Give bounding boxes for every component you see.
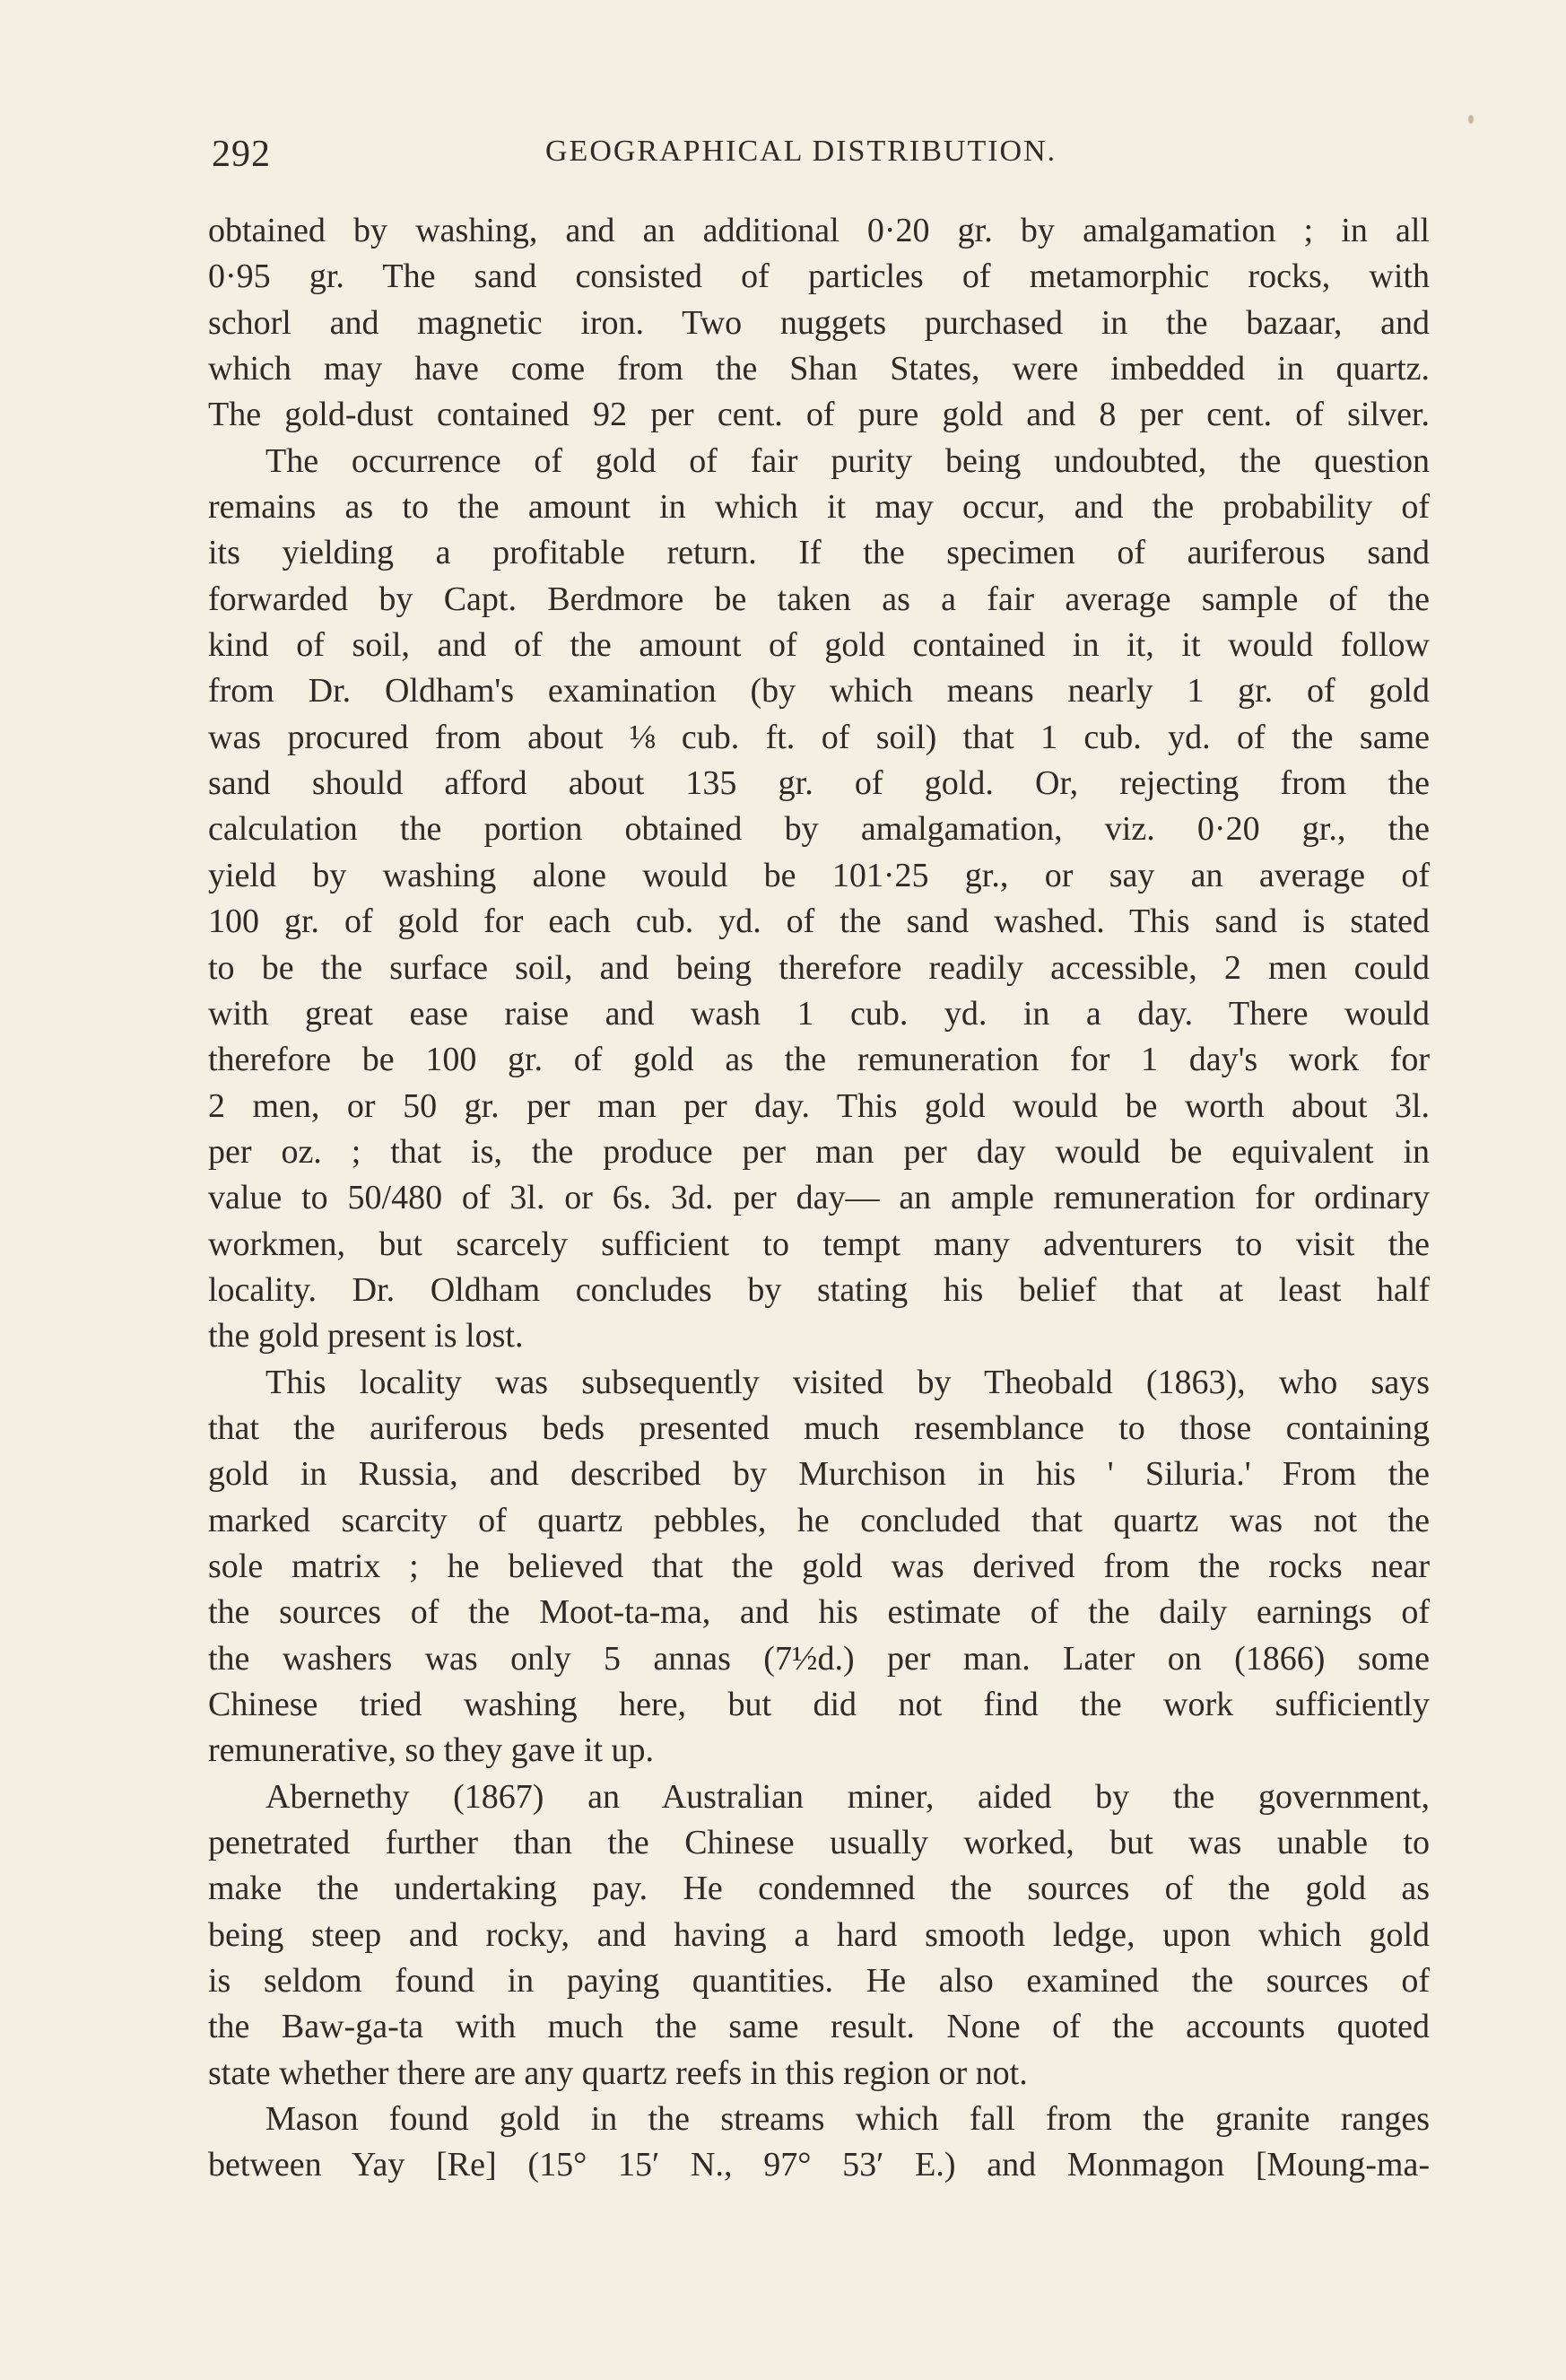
- body-text: [208, 208, 1430, 2189]
- text-line: its yielding a profitable return. If the specimen of auriferous sand: [208, 534, 1430, 572]
- text-line: the gold present is lost.: [208, 1317, 524, 1356]
- paper-speck: [1468, 115, 1474, 124]
- text-line: that the auriferous beds presented much resemblance to those containing: [208, 1408, 1430, 1447]
- text-line: forwarded by Capt. Berdmore be taken as a fair average sample of the: [208, 580, 1430, 618]
- text-line: gold in Russia, and described by Murchison in his ' Siluria.' From the: [208, 1455, 1430, 1494]
- text-line: Chinese tried washing here, but did not find the work sufficiently: [208, 1686, 1430, 1723]
- text-line: The gold-dust contained 92 per cent. of pure gold and 8 per cent. of silver.: [208, 396, 1430, 434]
- text-line: value to 50/480 of 3l. or 6s. 3d. per day— an ample remuneration for ordinary: [208, 1179, 1430, 1217]
- text-line: Mason found gold in the streams which fall from the granite ranges: [265, 2100, 1430, 2139]
- text-line: from Dr. Oldham's examination (by which means nearly 1 gr. of gold: [208, 672, 1430, 711]
- text-line: sand should afford about 135 gr. of gold. Or, rejecting from the: [208, 764, 1430, 803]
- text-line: locality. Dr. Oldham concludes by stating his belief that at least half: [208, 1270, 1430, 1309]
- text-line: sole matrix ; he believed that the gold was derived from the rocks near: [208, 1547, 1430, 1585]
- text-line: remunerative, so they gave it up.: [208, 1731, 655, 1770]
- text-line: was procured from about ⅛ cub. ft. of soil) that 1 cub. yd. of the same: [208, 718, 1430, 756]
- text-line: which may have come from the Shan States, were imbedded in quartz.: [208, 350, 1430, 388]
- text-line: the washers was only 5 annas (7½d.) per man. Later on (1866) some: [208, 1639, 1430, 1678]
- text-line: calculation the portion obtained by amalgamation, viz. 0·20 gr., the: [208, 810, 1430, 849]
- text-line: kind of soil, and of the amount of gold contained in it, it would follow: [208, 626, 1430, 665]
- text-line: therefore be 100 gr. of gold as the remuneration for 1 day's work for: [208, 1041, 1430, 1079]
- text-line: with great ease raise and wash 1 cub. yd. in a day. There would: [208, 994, 1430, 1033]
- text-line: marked scarcity of quartz pebbles, he concluded that quartz was not the: [208, 1501, 1430, 1539]
- text-line: being steep and rocky, and having a hard smooth ledge, upon which gold: [208, 1915, 1430, 1954]
- page-number: 292: [212, 134, 271, 175]
- text-line: 2 men, or 50 gr. per man per day. This gold would be worth about 3l.: [208, 1086, 1430, 1125]
- text-line: This locality was subsequently visited by Theobald (1863), who says: [265, 1363, 1430, 1401]
- text-line: make the undertaking pay. He condemned the sources of the gold as: [208, 1870, 1430, 1908]
- text-line: state whether there are any quartz reefs in this region or not.: [208, 2053, 1028, 2092]
- text-line: between Yay [Re] (15° 15′ N., 97° 53′ E.) and Monmagon [Moung-ma-: [208, 2146, 1430, 2184]
- text-line: the sources of the Moot-ta-ma, and his estimate of the daily earnings of: [208, 1593, 1430, 1632]
- text-line: remains as to the amount in which it may occur, and the probability of: [208, 488, 1430, 527]
- text-line: The occurrence of gold of fair purity being undoubted, the question: [265, 441, 1430, 480]
- text-line: yield by washing alone would be 101·25 gr., or say an average of: [208, 856, 1430, 894]
- text-line: 0·95 gr. The sand consisted of particles of metamorphic rocks, with: [208, 257, 1430, 296]
- text-line: workmen, but scarcely sufficient to tempt many adventurers to visit the: [208, 1225, 1430, 1263]
- text-line: Abernethy (1867) an Australian miner, aided by the government,: [265, 1777, 1430, 1816]
- text-line: is seldom found in paying quantities. He also examined the sources of: [208, 1962, 1430, 2001]
- text-line: to be the surface soil, and being therefore readily accessible, 2 men could: [208, 948, 1430, 987]
- text-line: penetrated further than the Chinese usually worked, but was unable to: [208, 1824, 1430, 1862]
- running-head: GEOGRAPHICAL DISTRIBUTION.: [545, 135, 1057, 168]
- text-line: the Baw-ga-ta with much the same result. None of the accounts quoted: [208, 2008, 1430, 2046]
- text-line: schorl and magnetic iron. Two nuggets purchased in the bazaar, and: [208, 303, 1430, 342]
- text-line: 100 gr. of gold for each cub. yd. of the sand washed. This sand is stated: [208, 902, 1430, 941]
- text-line: per oz. ; that is, the produce per man per day would be equivalent in: [208, 1132, 1430, 1171]
- text-line: obtained by washing, and an additional 0·20 gr. by amalgamation ; in all: [208, 212, 1430, 249]
